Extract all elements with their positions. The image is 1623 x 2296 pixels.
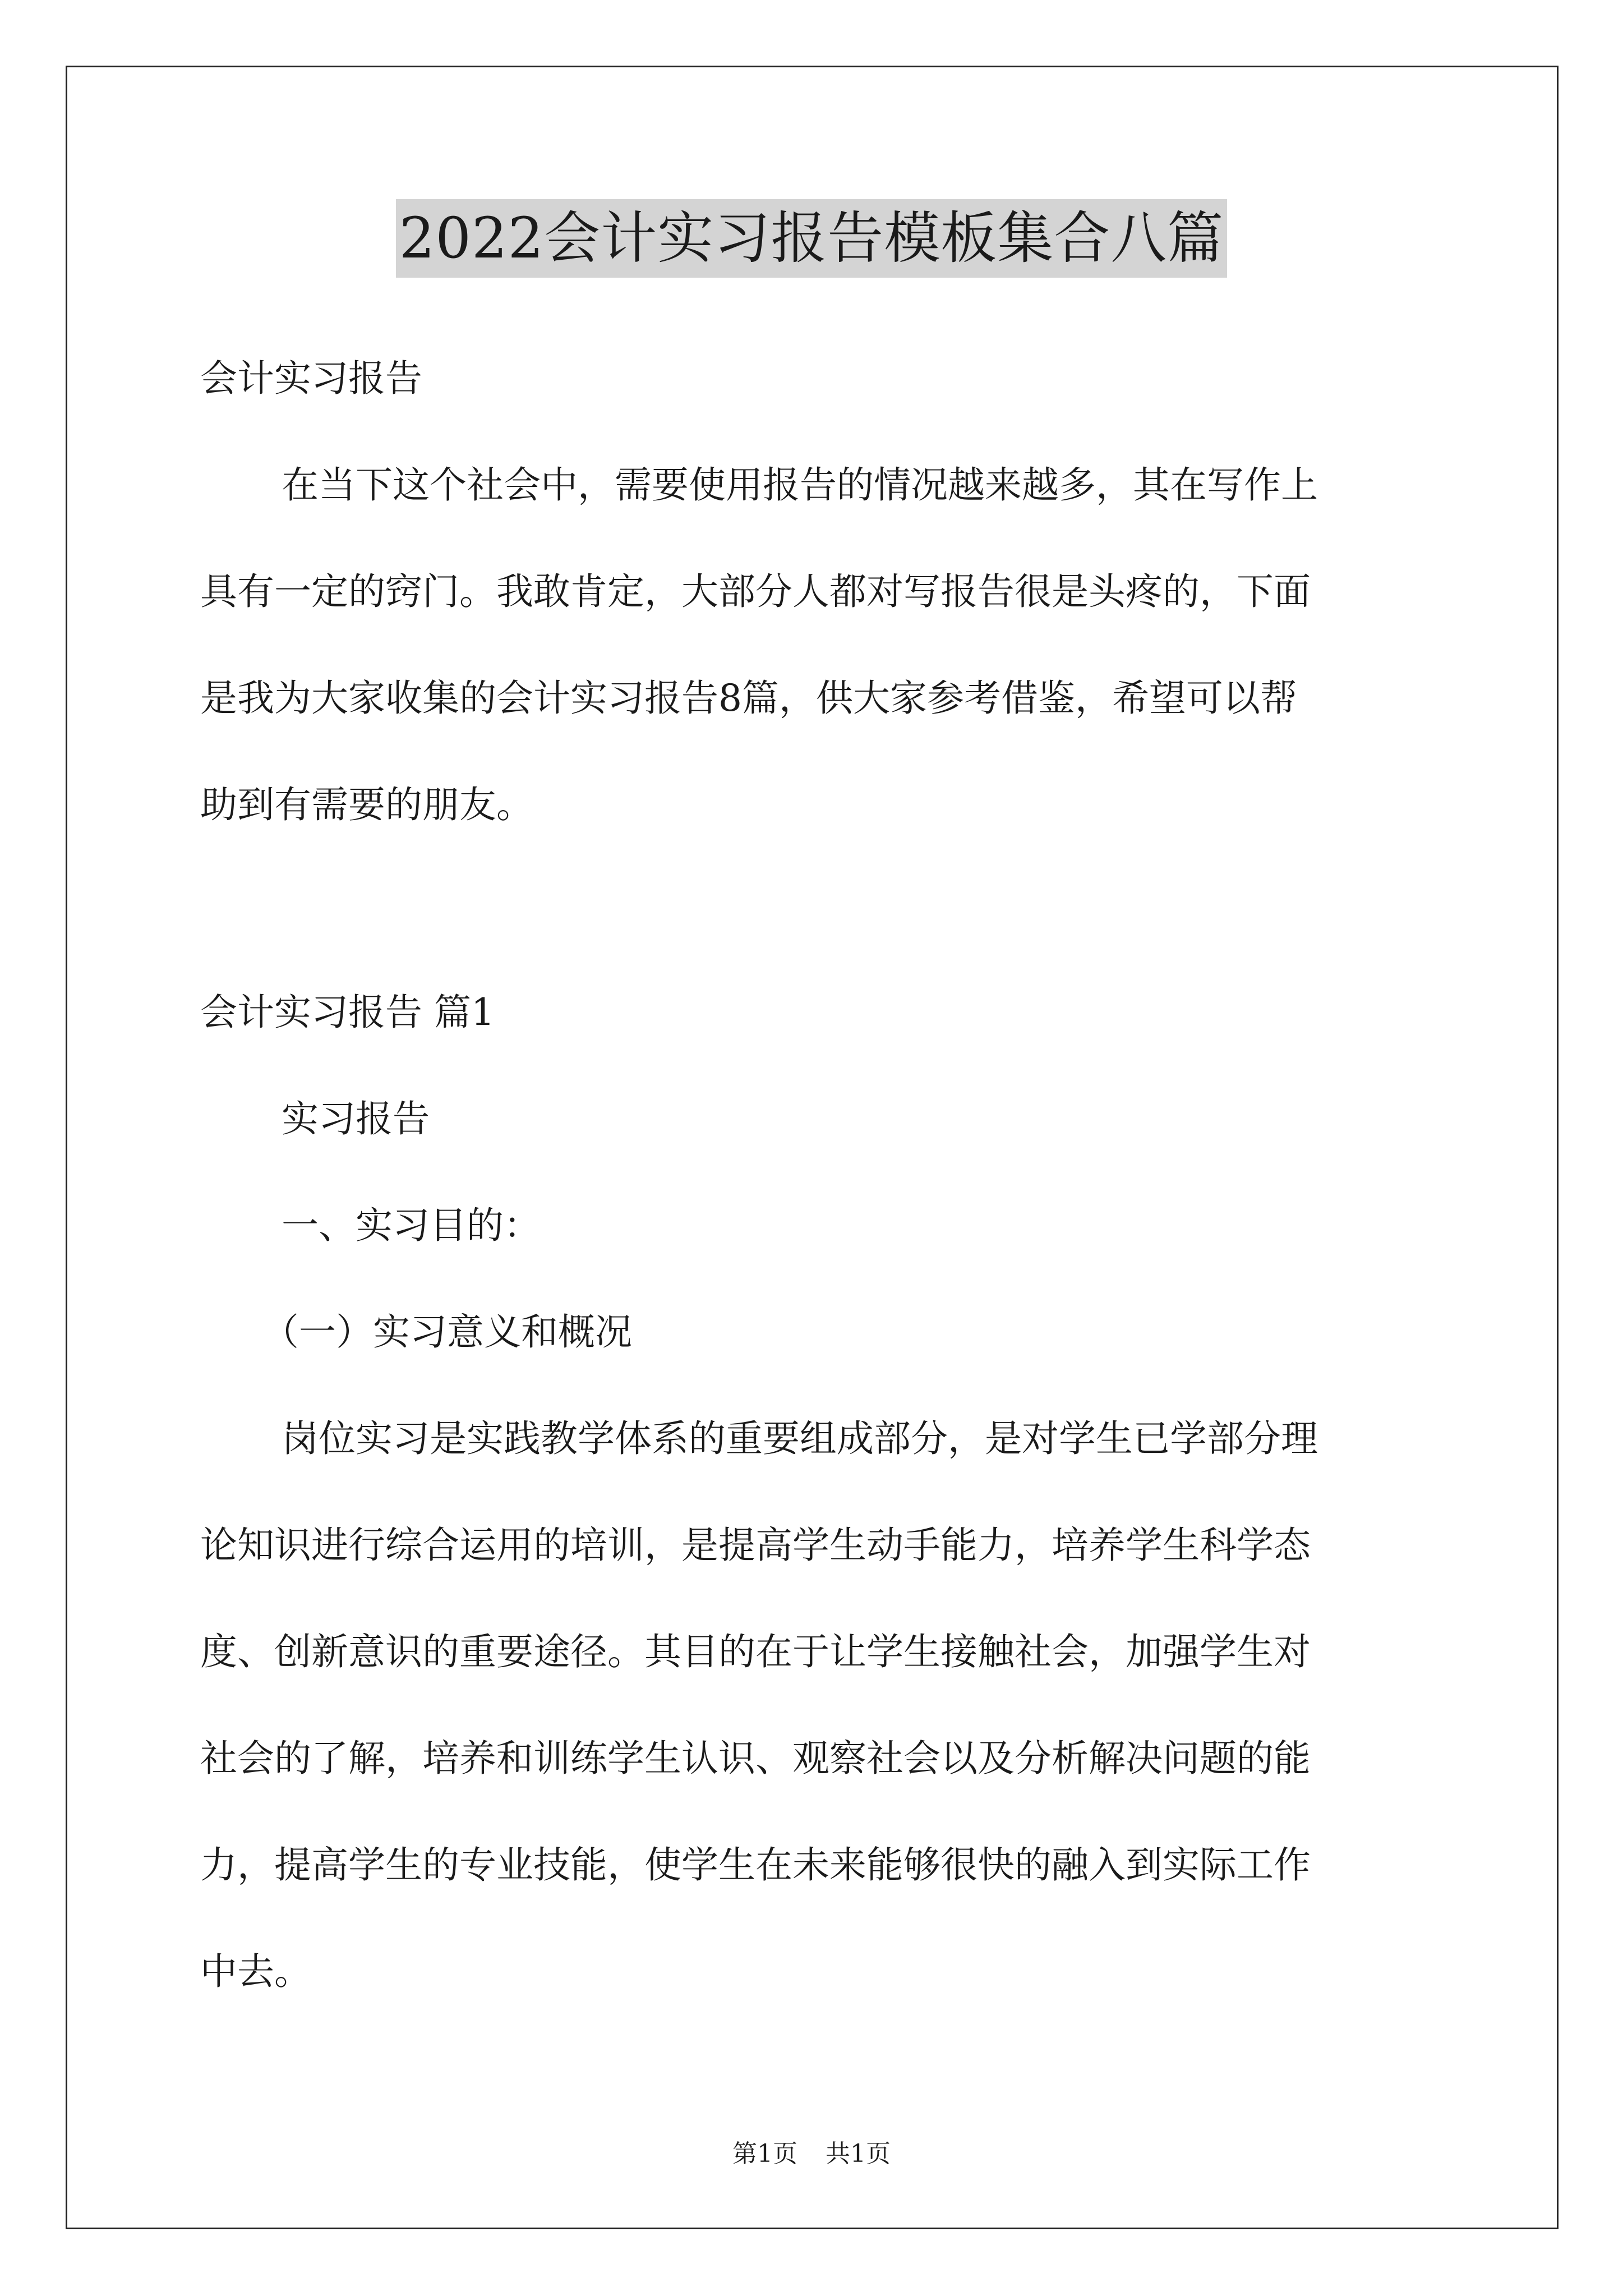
paragraph-line: 论知识进行综合运用的培训，是提高学生动手能力，培养学生科学态 xyxy=(200,1524,1311,1567)
intro-heading: 会计实习报告 xyxy=(200,357,422,400)
paragraph-line: 中去。 xyxy=(200,1950,311,1993)
page-footer xyxy=(0,2137,1623,2171)
paragraph-line: 岗位实习是实践教学体系的重要组成部分，是对学生已学部分理 xyxy=(282,1417,1318,1460)
section-heading: 会计实习报告 篇1 xyxy=(200,991,495,1034)
intro-line: 是我为大家收集的会计实习报告8篇，供大家参考借鉴，希望可以帮 xyxy=(200,677,1297,720)
intro-line: 助到有需要的朋友。 xyxy=(200,783,533,826)
intro-line: 具有一定的窍门。我敢肯定，大部分人都对写报告很是头疼的，下面 xyxy=(200,570,1311,613)
intro-line: 在当下这个社会中，需要使用报告的情况越来越多，其在写作上 xyxy=(282,463,1318,507)
section-1 xyxy=(200,959,1434,2025)
paragraph-line: 度、创新意识的重要途径。其目的在于让学生接触社会，加强学生对 xyxy=(200,1630,1311,1673)
intro-block xyxy=(200,325,1434,858)
paragraph-line: 社会的了解，培养和训练学生认识、观察社会以及分析解决问题的能 xyxy=(200,1737,1311,1780)
part-heading: 一、实习目的： xyxy=(282,1204,541,1247)
page-total: 共1页 xyxy=(826,2139,891,2168)
document-title: 2022会计实习报告模板集合八篇 xyxy=(396,199,1228,278)
part-subheading: （一）实习意义和概况 xyxy=(262,1310,632,1354)
paragraph-line: 力，提高学生的专业技能，使学生在未来能够很快的融入到实际工作 xyxy=(200,1843,1311,1887)
title-container xyxy=(0,199,1623,278)
section-subtitle: 实习报告 xyxy=(282,1097,430,1140)
page-number: 第1页 xyxy=(732,2139,797,2168)
